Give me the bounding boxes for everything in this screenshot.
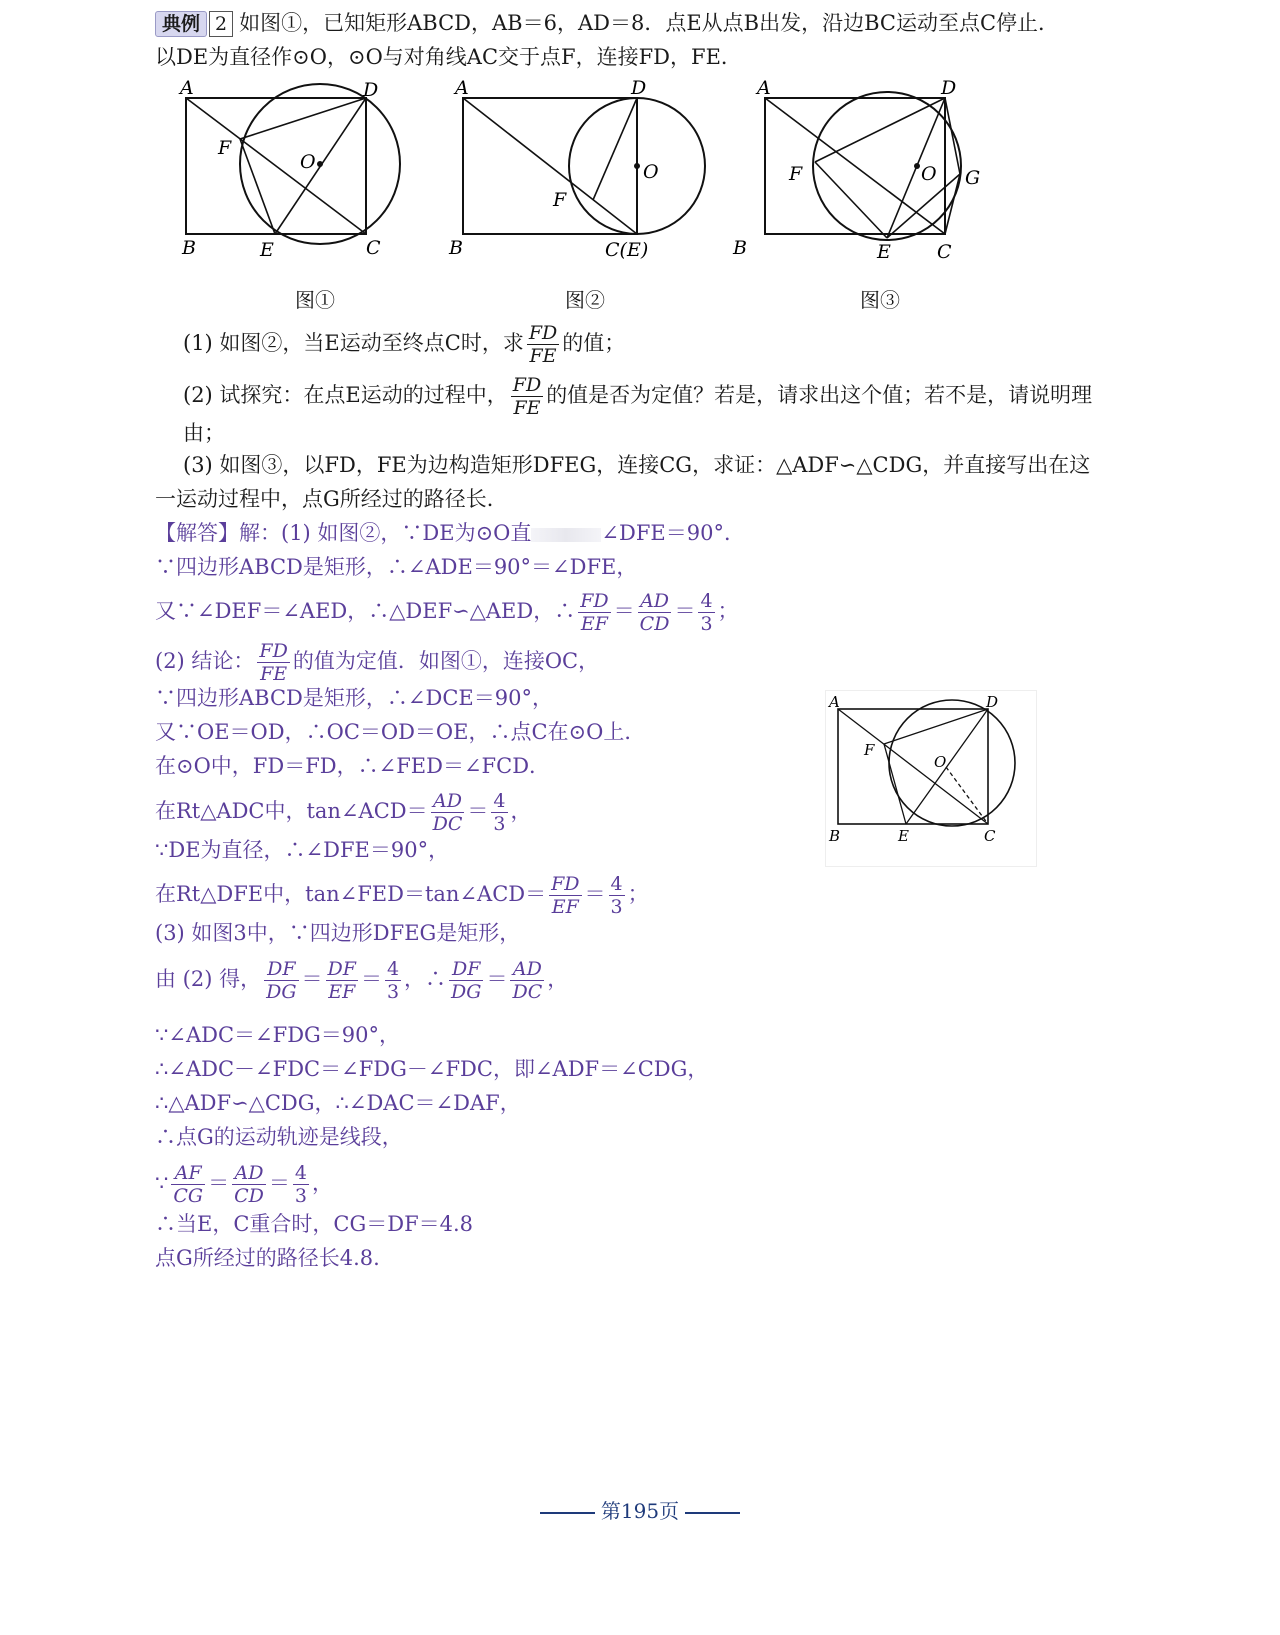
solution-line-17: ∵ $\frac{AF}{CG}$ ＝ $\frac{AD}{CD}$ ＝ $\frac{4}{3}$ ， — [155, 1162, 333, 1207]
fig3-label-a: A — [757, 77, 771, 99]
redacted-region — [531, 528, 601, 542]
solution-line-13: ∵∠ADC＝∠FDG＝90°， — [155, 1023, 401, 1047]
problem-line-2: 以DE为直径作⊙O，⊙O与对角线AC交于点F，连接FD，FE． — [155, 45, 742, 69]
fig3-label-e: E — [877, 241, 891, 263]
fig3-label-o: O — [921, 163, 937, 185]
solution-line-9: ∵DE为直径，∴∠DFE＝90°， — [155, 838, 450, 862]
solution-line-4: (2) 结论： $\frac{FD}{FE}$ 的值为定值．如图①，连接OC， — [155, 640, 600, 685]
fig1-label-o: O — [300, 151, 316, 173]
solfig-label-c: C — [984, 827, 996, 845]
question-3-line-2: 一运动过程中，点G所经过的路径长． — [155, 487, 508, 511]
solfig-label-e: E — [898, 827, 909, 845]
solution-line-19: 点G所经过的路径长4.8. — [155, 1246, 380, 1270]
fig2-label-b: B — [449, 237, 463, 259]
fig2-label-f: F — [553, 189, 567, 211]
question-2: (2) 试探究：在点E运动的过程中， $\frac{FD}{FE}$ 的值是否为定值？若是，请求出这个值；若不是，请说明理 — [183, 374, 1093, 419]
solution-line-6: 又∵OE＝OD，∴OC＝OD＝OE，∴点C在⊙O上． — [155, 720, 646, 744]
fig3-label-g: G — [965, 167, 981, 189]
fig1-label-e: E — [260, 239, 274, 261]
figure-solution — [825, 690, 1037, 867]
figure-2-caption: 图② — [565, 288, 605, 312]
problem-text-1: 如图①，已知矩形ABCD，AB＝6，AD＝8．点E从点B出发，沿边BC运动至点C停止． — [239, 11, 1060, 35]
solution-line-16: ∴点G的运动轨迹是线段， — [155, 1125, 403, 1149]
solfig-label-a: A — [829, 693, 840, 711]
figure-3-caption: 图③ — [860, 288, 900, 312]
solfig-label-f: F — [864, 741, 875, 759]
fig3-label-f: F — [789, 163, 803, 185]
solution-line-10: 在Rt△DFE中，tan∠FED＝tan∠ACD＝ $\frac{FD}{EF}$ ＝ $\frac{4}{3}$ ； — [155, 873, 649, 918]
solution-line-8: 在Rt△ADC中，tan∠ACD＝ $\frac{AD}{DC}$ ＝ $\frac{4}{3}$ ， — [155, 790, 532, 835]
fig3-label-c: C — [937, 241, 952, 263]
fig2-label-o: O — [643, 161, 659, 183]
fig3-label-b: B — [733, 237, 747, 259]
solution-line-1: 【解答】解：(1) 如图②，∵DE为⊙O直 ∠DFE＝90°． — [155, 521, 745, 545]
fig1-label-b: B — [182, 237, 196, 259]
fig2-label-d: D — [631, 77, 647, 99]
solfig-label-o: O — [934, 753, 947, 771]
solution-line-7: 在⊙O中，FD＝FD，∴∠FED＝∠FCD． — [155, 754, 551, 778]
fig1-label-d: D — [363, 79, 379, 101]
fig3-label-d: D — [941, 77, 957, 99]
figure-1 — [180, 78, 420, 278]
solution-line-3: 又∵∠DEF＝∠AED，∴△DEF∽△AED，∴ $\frac{FD}{EF}$ ＝ $\frac{AD}{CD}$ ＝ $\frac{4}{3}$ ； — [155, 590, 739, 635]
fig2-label-a: A — [455, 77, 469, 99]
page-number: 第195页 — [600, 1499, 680, 1523]
solfig-label-d: D — [986, 693, 999, 711]
fig1-label-a: A — [180, 77, 194, 99]
fig1-label-c: C — [366, 237, 381, 259]
question-1: (1) 如图②，当E运动至终点C时，求 $\frac{FD}{FE}$ 的值； — [183, 322, 626, 367]
page-footer — [0, 1495, 1280, 1524]
figure-3 — [735, 78, 1025, 278]
figure-2 — [449, 77, 725, 278]
solution-line-14: ∴∠ADC－∠FDC＝∠FDG－∠FDC，即∠ADF＝∠CDG， — [155, 1057, 709, 1081]
problem-line-1 — [155, 8, 1059, 38]
solfig-label-b: B — [829, 827, 841, 845]
solution-line-2: ∵四边形ABCD是矩形，∴∠ADE＝90°＝∠DFE， — [155, 555, 638, 579]
solution-line-15: ∴△ADF∽△CDG，∴∠DAC＝∠DAF， — [155, 1091, 521, 1115]
fig1-label-f: F — [218, 137, 232, 159]
solution-line-12: 由 (2) 得， $\frac{DF}{DG}$ ＝ $\frac{DF}{EF}$ ＝ $\frac{4}{3}$ ，∴ $\frac{DF}{DG}$ ＝ $\frac{AD}{DC}$ ， — [155, 958, 569, 1003]
figure-1-caption: 图① — [295, 288, 335, 312]
question-3-line-1: (3) 如图③，以FD，FE为边构造矩形DFEG，连接CG，求证：△ADF∽△CDG，并直接写出在这 — [183, 453, 1091, 477]
question-2-cont: 由； — [183, 421, 225, 445]
solution-line-11: (3) 如图3中，∵四边形DFEG是矩形， — [155, 921, 521, 945]
fig2-label-ce: C(E) — [605, 239, 649, 261]
example-number: 2 — [209, 11, 233, 37]
solution-line-5: ∵四边形ABCD是矩形，∴∠DCE＝90°， — [155, 686, 553, 710]
solution-line-18: ∴当E，C重合时，CG＝DF＝4.8 — [155, 1212, 474, 1236]
example-tag: 典例 — [155, 11, 207, 37]
